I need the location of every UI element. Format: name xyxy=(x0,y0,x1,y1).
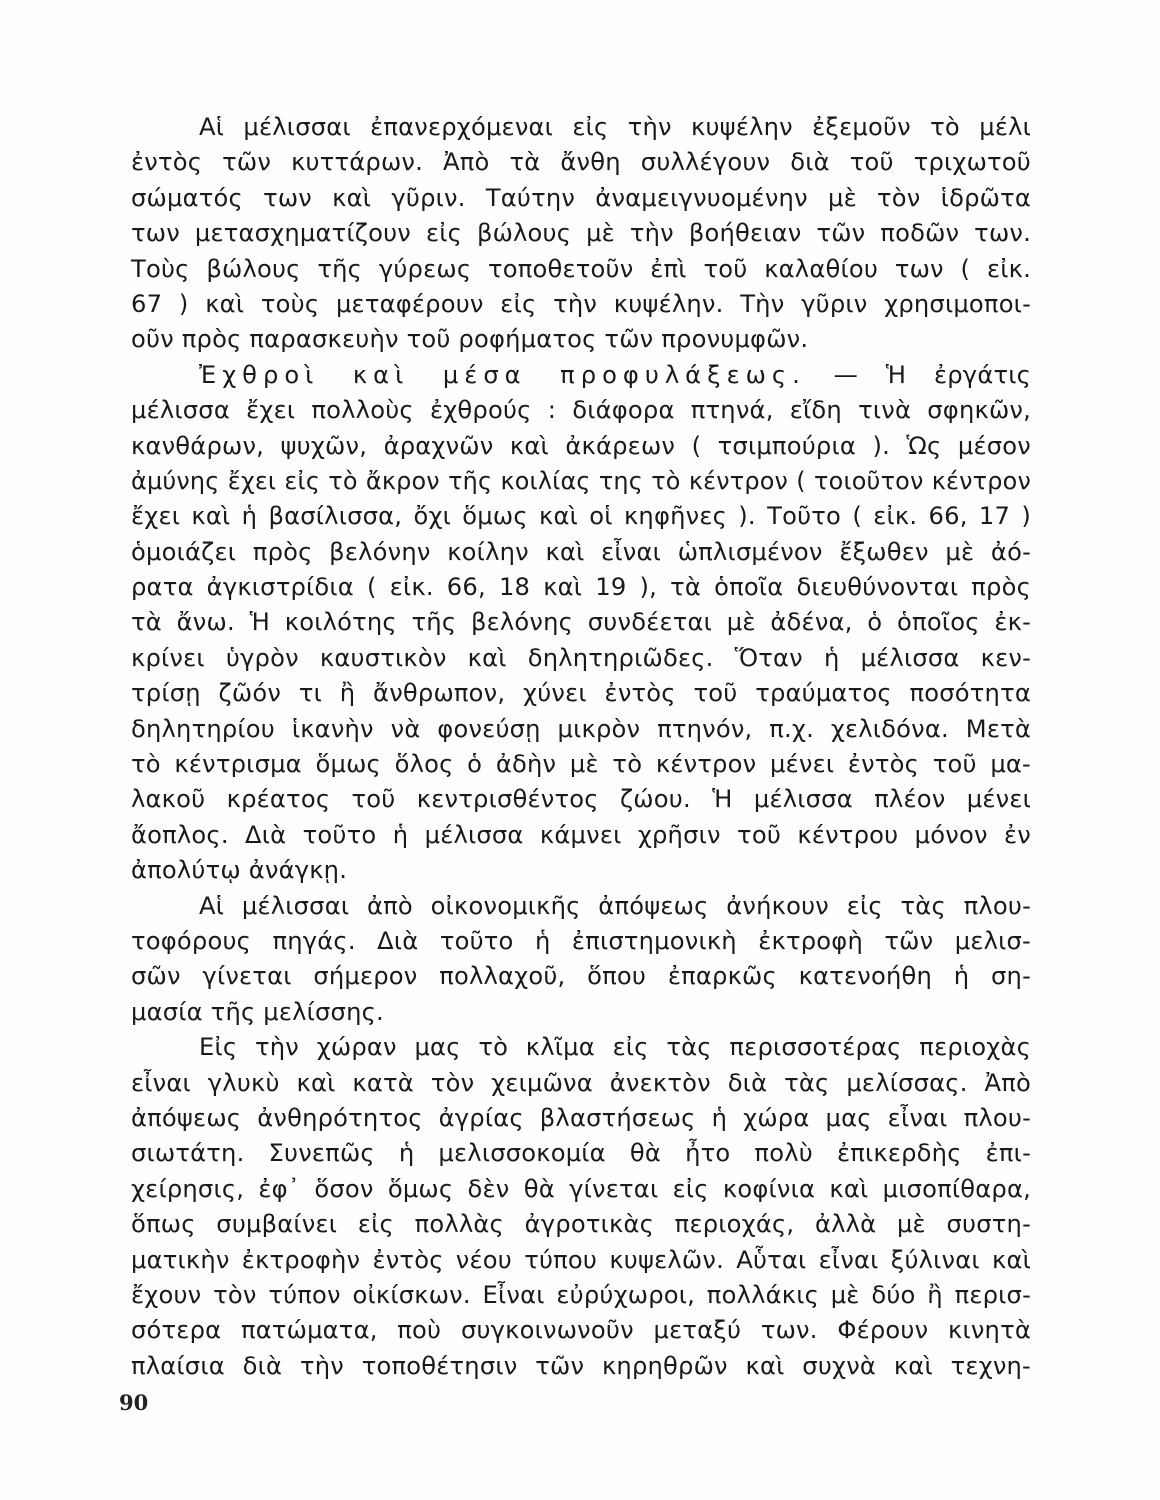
text-line: σότερα πατώματα, ποὺ συγκοινωνοῦν μεταξύ των. Φέρουν κινητὰ xyxy=(131,1316,1031,1345)
section-heading-rest: — Ἡ ἐργάτις xyxy=(833,360,1032,389)
text-line: ὅπως συμβαίνει εἰς πολλὰς ἀγροτικὰς περιοχάς, ἀλλὰ μὲ συστη- xyxy=(131,1210,1031,1239)
text-line: ρατα ἀγκιστρίδια ( εἰκ. 66, 18 καὶ 19 ), τὰ ὁποῖα διευθύνονται πρὸς xyxy=(131,573,1031,602)
section-heading: Ἐχθροὶ καὶ μέσα προφυλάξεως. xyxy=(199,360,806,389)
text-line: 67 ) καὶ τοὺς μεταφέρουν εἰς τὴν κυψέλην. Τὴν γῦριν χρησιμοποι- xyxy=(131,289,1031,318)
paragraph-enemies xyxy=(131,358,1031,889)
text-line: κρίνει ὑγρὸν καυστικὸν καὶ δηλητηριῶδες. Ὅταν ἡ μέλισσα κεν- xyxy=(131,643,1031,672)
text-line: Εἰς τὴν χώραν μας τὸ κλῖμα εἰς τὰς περισσοτέρας περιοχὰς xyxy=(199,1033,1031,1062)
text-line: μέλισσα ἔχει πολλοὺς ἐχθρούς : διάφορα πτηνά, εἴδη τινὰ σφηκῶν, xyxy=(131,396,1031,425)
text-line: ἐντὸς τῶν κυττάρων. Ἀπὸ τὰ ἄνθη συλλέγουν διὰ τοῦ τριχωτοῦ xyxy=(131,148,1031,177)
text-line: κανθάρων, ψυχῶν, ἀραχνῶν καὶ ἀκάρεων ( τσιμπούρια ). Ὡς μέσον xyxy=(131,431,1031,460)
text-line: λακοῦ κρέατος τοῦ κεντρισθέντος ζώου. Ἡ μέλισσα πλέον μένει xyxy=(131,785,1031,814)
text-line: ἀμύνης ἔχει εἰς τὸ ἄκρον τῆς κοιλίας της τὸ κέντρον ( τοιοῦτον κέντρον xyxy=(131,466,1031,495)
text-line: εἶναι γλυκὺ καὶ κατὰ τὸν χειμῶνα ἀνεκτὸν διὰ τὰς μελίσσας. Ἀπὸ xyxy=(131,1068,1031,1097)
text-line: ἀπόψεως ἀνθηρότητος ἀγρίας βλαστήσεως ἡ χώρα μας εἶναι πλου- xyxy=(131,1103,1031,1132)
text-line: σῶν γίνεται σήμερον πολλαχοῦ, ὅπου ἐπαρκῶς κατενοήθη ἡ ση- xyxy=(131,962,1031,991)
paragraph-economy xyxy=(131,889,1031,1031)
text-line: σιωτάτη. Συνεπῶς ἡ μελισσοκομία θὰ ἦτο πολὺ ἐπικερδὴς ἐπι- xyxy=(131,1139,1031,1168)
text-line: ματικὴν ἐκτροφὴν ἐντὸς νέου τύπου κυψελῶν. Αὗται εἶναι ξύλιναι καὶ xyxy=(131,1245,1031,1274)
paragraph-pollen xyxy=(131,110,1031,358)
text-line: Αἱ μέλισσαι ἐπανερχόμεναι εἰς τὴν κυψέλην ἐξεμοῦν τὸ μέλι xyxy=(199,113,1031,141)
text-line: τοφόρους πηγάς. Διὰ τοῦτο ἡ ἐπιστημονικὴ ἐκτροφὴ τῶν μελισ- xyxy=(131,926,1031,955)
page-number: 90 xyxy=(119,1390,149,1415)
text-line: τρίσῃ ζῶόν τι ἢ ἄνθρωπον, χύνει ἐντὸς τοῦ τραύματος ποσότητα xyxy=(131,679,1031,708)
text-line: ἀπολύτῳ ἀνάγκῃ. xyxy=(131,856,348,885)
section-heading-line xyxy=(131,358,1031,393)
text-line: χείρησις, ἐφ᾽ ὅσον ὅμως δὲν θὰ γίνεται εἰς κοφίνια καὶ μισοπίθαρα, xyxy=(131,1174,1031,1203)
text-line: ὁμοιάζει πρὸς βελόνην κοίλην καὶ εἶναι ὡπλισμένον ἔξωθεν μὲ ἀό- xyxy=(131,537,1031,566)
text-line: ἔχει καὶ ἡ βασίλισσα, ὄχι ὅμως καὶ οἱ κηφῆνες ). Τοῦτο ( εἰκ. 66, 17 ) xyxy=(131,502,1031,531)
text-line: Αἱ μέλισσαι ἀπὸ οἰκονομικῆς ἀπόψεως ἀνήκουν εἰς τὰς πλου- xyxy=(199,891,1031,920)
text-line: των μετασχηματίζουν εἰς βώλους μὲ τὴν βοήθειαν τῶν ποδῶν των. xyxy=(131,219,1031,248)
text-line: ἔχουν τὸν τύπον οἰκίσκων. Εἶναι εὐρύχωροι, πολλάκις μὲ δύο ἢ περισ- xyxy=(131,1280,1031,1309)
text-line: οῦν πρὸς παρασκευὴν τοῦ ροφήματος τῶν προνυμφῶν. xyxy=(131,325,809,354)
text-line: ἄοπλος. Διὰ τοῦτο ἡ μέλισσα κάμνει χρῆσιν τοῦ κέντρου μόνον ἐν xyxy=(131,820,1031,849)
paragraph-beekeeping-greece xyxy=(131,1030,1031,1384)
text-line: δηλητηρίου ἱκανὴν νὰ φονεύσῃ μικρὸν πτηνόν, π.χ. χελιδόνα. Μετὰ xyxy=(131,714,1031,743)
text-line: Τοὺς βώλους τῆς γύρεως τοποθετοῦν ἐπὶ τοῦ καλαθίου των ( εἰκ. xyxy=(131,254,1031,283)
text-line: τὸ κέντρισμα ὅμως ὅλος ὁ ἀδὴν μὲ τὸ κέντρον μένει ἐντὸς τοῦ μα- xyxy=(131,750,1031,779)
text-line: πλαίσια διὰ τὴν τοποθέτησιν τῶν κηρηθρῶν καὶ συχνὰ καὶ τεχνη- xyxy=(131,1351,1031,1380)
body-text xyxy=(131,110,1031,1384)
text-line: σώματός των καὶ γῦριν. Ταύτην ἀναμειγνυομένην μὲ τὸν ἱδρῶτα xyxy=(131,183,1031,212)
text-line: μασία τῆς μελίσσης. xyxy=(131,997,384,1026)
text-line: τὰ ἄνω. Ἡ κοιλότης τῆς βελόνης συνδέεται μὲ ἀδένα, ὁ ὁποῖος ἐκ- xyxy=(131,608,1031,637)
